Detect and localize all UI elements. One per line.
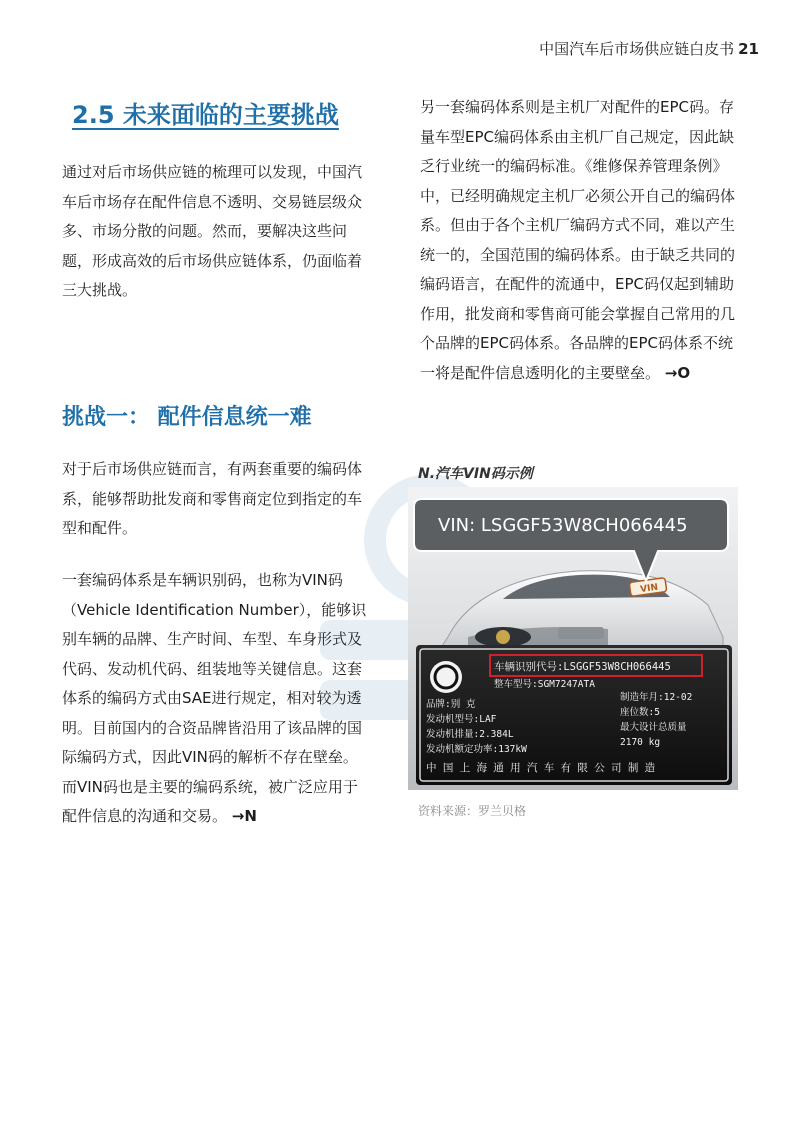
plate-max-mass: 2170 kg xyxy=(620,737,661,748)
paragraph-epc xyxy=(420,93,735,388)
challenge-title: 挑战一： 配件信息统一难 xyxy=(62,405,312,430)
plate-brand: 品牌:别 克 xyxy=(426,699,476,710)
section-title: 2.5 未来面临的主要挑战 xyxy=(72,101,339,129)
plate-maker: 中 国 上 海 通 用 汽 车 有 限 公 司 制 造 xyxy=(426,762,656,774)
page-header xyxy=(539,38,759,59)
plate-model-row: 整车型号:SGM7247ATA xyxy=(494,679,595,690)
paragraph-vin xyxy=(62,566,372,832)
vin-example-figure xyxy=(408,487,738,790)
plate-engine-model: 发动机型号:LAF xyxy=(426,714,497,725)
footnote-ref-o: →O xyxy=(664,363,691,382)
footnote-ref-n: →N xyxy=(231,807,257,825)
paragraph-coding-systems: 对于后市场供应链而言，有两套重要的编码体系，能够帮助批发商和零售商定位到指定的车型和配件。 xyxy=(62,460,363,537)
plate-displacement: 发动机排量:2.384L xyxy=(426,729,514,740)
figure-source: 资料来源：罗兰贝格 xyxy=(418,804,527,818)
vin-bubble-text: VIN: LSGGF53W8CH066445 xyxy=(438,515,688,536)
plate-max-mass-label: 最大设计总质量 xyxy=(620,722,687,733)
paragraph-vin-text: 一套编码体系是车辆识别码，也称为VIN码（Vehicle Identification Number），能够识别车辆的品牌、生产时间、车型、车身形式及代码、发动机代码、组装地等关键信息。这套体系的编码方式由SAE进行规定，相对较为透明。目前国内的合资品牌皆沿用了该品牌的国际编码方式，因此VIN码的解析不存在壁垒。 而VIN码也是主要的编码系统，被广泛应用于配件信息的沟通和交易。 xyxy=(62,571,367,825)
intro-paragraph: 通过对后市场供应链的梳理可以发现，中国汽车后市场存在配件信息不透明、交易链层级众多、市场分散的问题。然而，要解决这些问题，形成高效的后市场供应链体系，仍面临着三大挑战。 xyxy=(62,163,363,299)
figure-caption: N.汽车VIN码示例 xyxy=(418,466,533,482)
document-title: 中国汽车后市场供应链白皮书 xyxy=(539,40,735,58)
vin-plate xyxy=(416,645,732,785)
plate-vin-row: 车辆识别代号:LSGGF53W8CH066445 xyxy=(494,661,671,673)
vin-badge-label: VIN xyxy=(639,582,659,596)
paragraph-epc-text: 另一套编码体系则是主机厂对配件的EPC码。存量车型EPC编码体系由主机厂自己规定，因此缺乏行业统一的编码标准。《维修保养管理条例》中，已经明确规定主机厂必须公开自己的编码体系。但由于各个主机厂编码方式不同，难以产生统一的，全国范围的编码体系。由于缺乏共同的编码语言，在配件的流通中，EPC码仅起到辅助作用，批发商和零售商可能会掌握自己常用的几个品牌的EPC码体系。各品牌的EPC码体系不统一将是配件信息透明化的主要壁垒。 xyxy=(420,98,736,382)
page-number: 21 xyxy=(738,40,759,58)
plate-power: 发动机额定功率:137kW xyxy=(426,744,527,755)
plate-mfg-date: 制造年月:12-02 xyxy=(620,692,693,703)
plate-seats: 座位数:5 xyxy=(620,707,660,718)
